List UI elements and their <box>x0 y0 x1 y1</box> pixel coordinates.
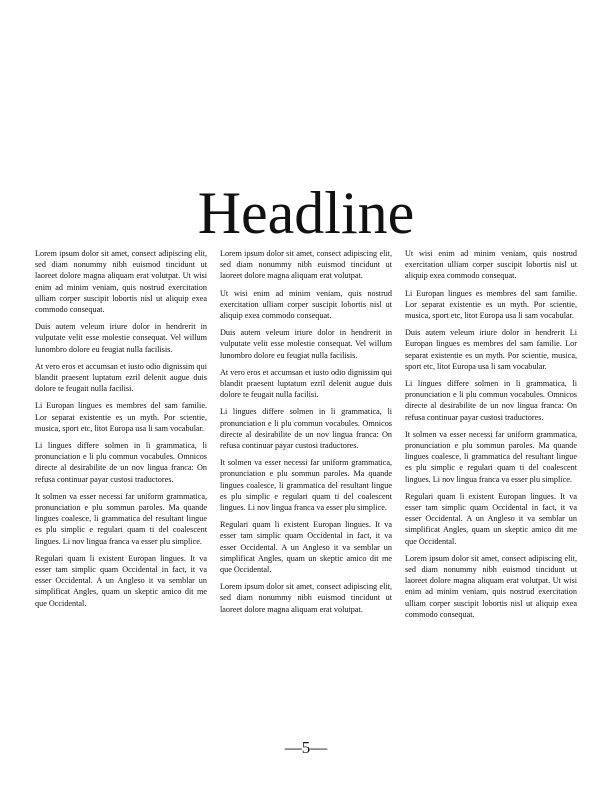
page-number: —5— <box>284 738 328 757</box>
paragraph: Regulari quam li existent Europan lingues. It va esser tam simplic quam Occidental in fact, it va esser Occidental. A un Angleso it va semblar un simplificat Angles, quam un skeptic amico dit me que Occidental. <box>405 491 577 546</box>
paragraph: It solmen va esser necessi far uniform grammatica, pronunciation e plu sommun paroles. Ma quande lingues coalesce, li grammatica del resultant lingue es plu simplic e regulari quam ti del coalescent lingues. Li nov lingua franca va esser plu simplice. <box>35 491 207 546</box>
paragraph: Lorem ipsum dolor sit amet, consect adipiscing elit, sed diam nonummy nibh euismod tincidunt ut laoreet dolore magna aliquam erat volutpat. Ut wisi enim ad minim veniam, quis nostrud exercitation ulliam corper suscipit lobortis nisl ut aliquip exea commodo consequat. <box>405 553 577 619</box>
paragraph: At vero eros et accumsan et iusto odio dignissim qui blandit praesent luptatum ezril delenit augue duis dolore te feugait nulla facilisi. <box>220 367 392 400</box>
paragraph: Duis autem veleum iriure dolor in hendrerit Li Europan lingues es membres del sam familie. Lor separat existentie es un myth. Por scientie, musica, sport etc, litot Europa usa li sam vocabular. <box>405 328 577 371</box>
paragraph: It solmen va esser necessi far uniform grammatica, pronunciation e plu sommun paroles. Ma quande lingues coalesce, li grammatica del resultant lingue es plu simplic e regulari quam ti del coalescent lingues. Li nov lingua franca va esser plu simplice. <box>405 429 577 484</box>
paragraph: Regulari quam li existent Europan lingues. It va esser tam simplic quam Occidental in fact, it va esser Occidental. A un Angleso it va semblar un simplificat Angles, quam un skeptic amico dit me que Occidental. <box>220 520 392 575</box>
paragraph: Ut wisi enim ad minim veniam, quis nostrud exercitation ulliam corper suscipit lobortis nisl ut aliquip exea commodo consequat. <box>220 288 392 321</box>
paragraph: Duis autem veleum iriure dolor in hendrerit in vulputate velit esse molestie consequat. Vel willum lunombro dolore eu feugiat nulla facilisis. <box>35 322 207 354</box>
body-columns <box>35 248 577 626</box>
paragraph: Li lingues differe solmen in li grammatica, li pronunciation e li plu commun vocabules. Omnicos directe al desirabilite de un nov lingua franca: On refusa continuar payar custosi traductores. <box>35 441 207 484</box>
paragraph: Regulari quam li existent Europan lingues. It va esser tam simplic quam Occidental in fact, it va esser Occidental. A un Angleso it va semblar un simplificat Angles, quam un skeptic amico dit me que Occidental. <box>35 553 207 608</box>
paragraph: Lorem ipsum dolor sit amet, consect adipiscing elit, sed diam nonummy nibh euismod tincidunt ut laoreet dolore magna aliquam erat volutpat. Ut wisi enim ad minim veniam, quis nostrud exercitation ulliam corper suscipit lobortis nisl ut aliquip exea commodo consequat. <box>35 249 207 315</box>
paragraph: Duis autem veleum iriure dolor in hendrerit in vulputate velit esse molestie consequat. Vel willum lunombro dolore eu feugiat nulla facilisis. <box>220 328 392 360</box>
paragraph: Li lingues differe solmen in li grammatica, li pronunciation e li plu commun vocabules. Omnicos directe al desirabilite de un nov lingua franca: On refusa continuar payar custosi traductores. <box>405 379 577 422</box>
paragraph: Li Europan lingues es membres del sam familie. Lor separat existentie es un myth. Por scientie, musica, sport etc, litot Europa usa li sam vocabular. <box>35 401 207 433</box>
column-3 <box>405 248 577 626</box>
column-1 <box>35 248 207 626</box>
headline: Headline <box>197 180 415 246</box>
paragraph: Ut wisi enim ad minim veniam, quis nostrud exercitation ulliam corper suscipit lobortis nisl ut aliquip exea commodo consequat. <box>405 249 577 281</box>
paragraph: Li Europan lingues es membres del sam familie. Lor separat existentie es un myth. Por scientie, musica, sport etc, litot Europa usa li sam vocabular. <box>405 288 577 321</box>
paragraph: Li lingues differe solmen in li grammatica, li pronunciation e li plu commun vocabules. Omnicos directe al desirabilite de un nov lingua franca: On refusa continuar payar custosi traductores. <box>220 407 392 451</box>
column-2 <box>220 248 392 626</box>
paragraph: Lorem ipsum dolor sit amet, consect adipiscing elit, sed diam nonummy nibh euismod tincidunt ut laoreet dolore magna aliquam erat volutpat. <box>220 249 392 281</box>
paragraph: Lorem ipsum dolor sit amet, consect adipiscing elit, sed diam nonummy nibh euismod tincidunt ut laoreet dolore magna aliquam erat volutpat. <box>220 582 392 614</box>
paragraph: It solmen va esser necessi far uniform grammatica, pronunciation e plu sommun paroles. Ma quande lingues coalesce, li grammatica del resultant lingue es plu simplic e regulari quam ti del coalescent lingues. Li nov lingua franca va esser plu simplice. <box>220 458 392 513</box>
paragraph: At vero eros et accumsan et iusto odio dignissim qui blandit praesent luptatum ezril delenit augue duis dolore te feugait nulla facilisi. <box>35 361 207 394</box>
